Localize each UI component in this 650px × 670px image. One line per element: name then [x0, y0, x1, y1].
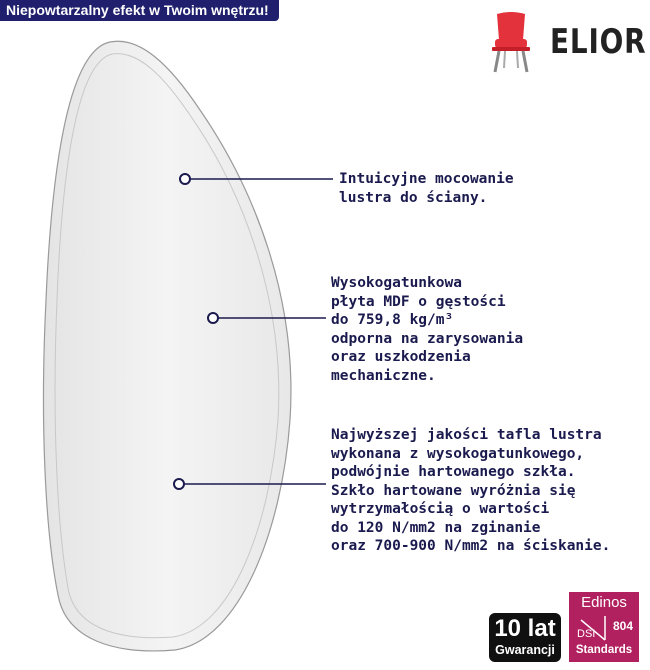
callout-text-mounting: Intuicyjne mocowanie lustra do ściany.	[339, 171, 514, 206]
edinos-standards-label: Standards	[575, 644, 633, 656]
promo-banner: Niepowtarzalny efekt w Twoim wnętrzu!	[0, 0, 279, 21]
callout-dot-1	[180, 174, 190, 184]
callout-text-glass: Najwyższej jakości tafla lustra wykonana z wysokogatunkowego, podwójnie hartowanego szkła. Szkło hartowane wyróżnia się wytrzymałością o wartości do 120 N/mm2 na zginanie oraz 700-900 N/mm2 na ściskanie.	[331, 427, 611, 554]
edinos-badge	[569, 592, 639, 662]
callout-dot-2	[208, 313, 218, 323]
edinos-standard-number: 804	[612, 619, 633, 633]
callout-text-mdf: Wysokogatunkowa płyta MDF o gęstości do 759,8 kg/m³ odporna na zarysowania oraz uszkodzenia mechaniczne.	[331, 275, 524, 384]
brand-name: ELIOR	[550, 22, 647, 62]
callout-dot-3	[174, 479, 184, 489]
mirror-shape	[43, 41, 290, 651]
warranty-badge	[489, 613, 561, 662]
edinos-standard-mark	[575, 614, 633, 642]
edinos-name: Edinos	[581, 594, 627, 611]
warranty-years: 10 lat	[494, 615, 556, 642]
warranty-label: Gwarancji	[495, 643, 555, 657]
edinos-standard-prefix: DSI	[577, 628, 596, 640]
